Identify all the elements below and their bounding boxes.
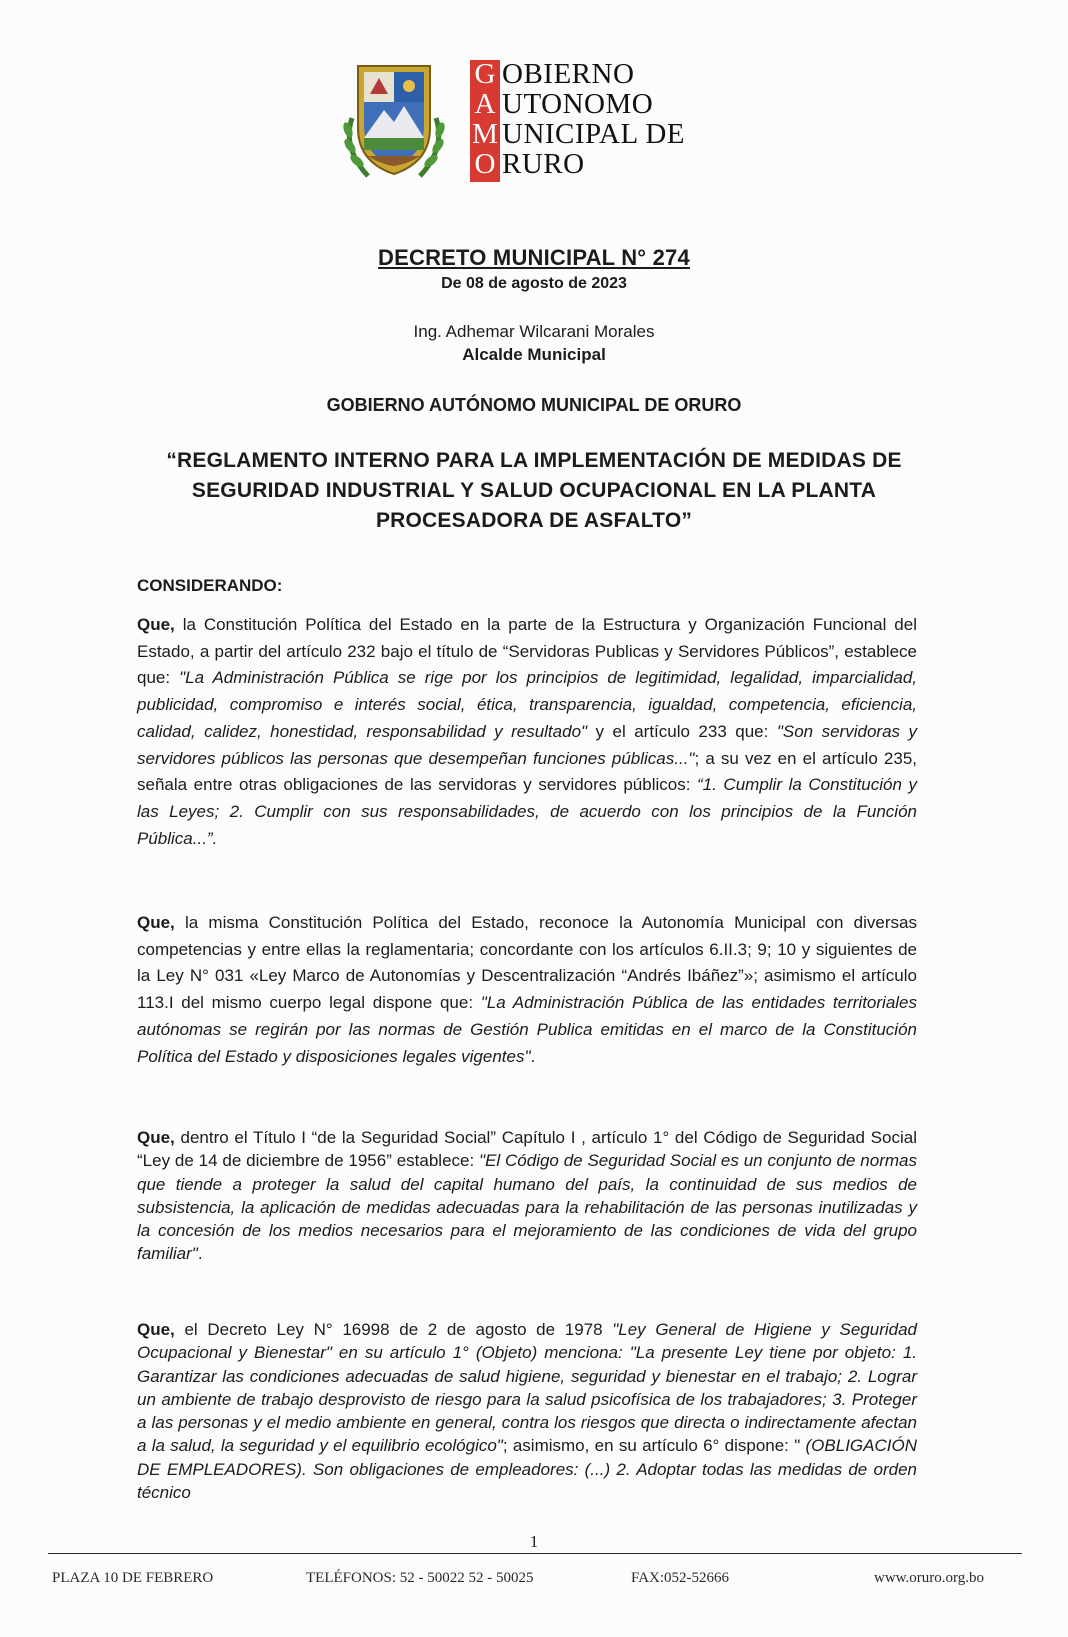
logo-line: UNICIPAL DE	[502, 118, 685, 150]
logo-letter: A	[474, 88, 496, 120]
logo-letter: G	[474, 58, 496, 90]
footer-address: PLAZA 10 DE FEBRERO	[52, 1570, 214, 1586]
signer-name: Ing. Adhemar Wilcarani Morales	[413, 322, 655, 341]
paragraph-text: ; a su vez en el artículo 235, señala entre otras obligaciones de las servidoras y servidores públicos:	[137, 748, 917, 795]
paragraph-text: dentro el Título I “de la Seguridad Social” Capítulo I , artículo 1° del Código de Seguridad Social “Ley de 14 de diciembre de 1956” establece:	[137, 1128, 917, 1171]
quoted-text: "Ley General de Higiene y Seguridad Ocupacional y Bienestar" en su artículo 1° (Objeto) menciona: "La presente Ley tiene por objeto: 1. Garantizar las condiciones adecuadas de salud higiene, seguridad y bienestar en el trabajo; 2. Lograr un ambiente de trabajo desprovisto de riesgo para la salud psicofísica de los trabajadores; 3. Proteger a las personas y el medio ambiente en general, contra los riesgos que directa o indirectamente afectan a la salud, la seguridad y el equilibrio ecológico"	[137, 1320, 918, 1456]
logo-line: OBIERNO	[502, 58, 635, 90]
coat-of-arms-icon	[338, 58, 450, 186]
footer-divider	[48, 1553, 1022, 1554]
section-heading: CONSIDERANDO:	[137, 576, 283, 595]
quoted-text: "La Administración Pública se rige por los principios de legitimidad, legalidad, imparcialidad, publicidad, compromiso e interés social, ética, transparencia, igualdad, competencia, eficiencia, calidad, calidez, honestidad, responsabilidad y resultado"	[137, 668, 918, 741]
footer-fax: FAX:052-52666	[631, 1570, 730, 1586]
paragraph-text: .	[530, 1046, 536, 1066]
logo-line: UTONOMO	[502, 88, 654, 120]
paragraph-lead: Que,	[137, 1128, 175, 1147]
municipal-logo	[338, 58, 738, 186]
logo-letter: O	[474, 148, 496, 180]
quoted-text: "La Administración Pública de las entidades territoriales autónomas se regirán por las normas de Gestión Publica emitidas en el marco de la Constitución Política del Estado y disposiciones legales vigentes"	[137, 993, 918, 1066]
decree-title: “REGLAMENTO INTERNO PARA LA IMPLEMENTACIÓN DE MEDIDAS DE SEGURIDAD INDUSTRIAL Y SALUD OCUPACIONAL EN LA PLANTA PROCESADORA DE ASFALTO”	[166, 449, 902, 532]
paragraph-text: ; asimismo, en su artículo 6° dispone: "	[502, 1436, 806, 1456]
quoted-text: “1. Cumplir la Constitución y las Leyes; 2. Cumplir con sus responsabilidades, de acuerdo con los principios de la Función Pública...”.	[137, 775, 918, 848]
paragraph-text: .	[197, 1244, 203, 1264]
footer-website[interactable]: www.oruro.org.bo	[874, 1570, 984, 1586]
considerando-paragraph	[137, 1318, 917, 1504]
government-name: GOBIERNO AUTÓNOMO MUNICIPAL DE ORURO	[326, 395, 742, 415]
considerando-paragraph	[137, 612, 917, 852]
quoted-text: "Son servidoras y servidores públicos las personas que desempeñan funciones públicas..."	[137, 721, 917, 768]
paragraph-text: la Constitución Política del Estado en la parte de la Estructura y Organización Funcional del Estado, a partir del artículo 232 bajo el título de “Servidoras Publicas y Servidores Públicos”, establece que:	[137, 615, 917, 688]
paragraph-text: el Decreto Ley N° 16998 de 2 de agosto de 1978	[174, 1320, 613, 1339]
paragraph-lead: Que,	[137, 615, 175, 634]
logo-line: RURO	[502, 148, 585, 180]
paragraph-lead: Que,	[137, 1320, 175, 1339]
footer-phones: TELÉFONOS: 52 - 50022 52 - 50025	[306, 1570, 534, 1586]
page-number: 1	[529, 1532, 539, 1551]
quoted-text: (OBLIGACIÓN DE EMPLEADORES). Son obligaciones de empleadores: (...) 2. Adoptar todas las medidas de orden técnico	[137, 1436, 917, 1503]
logo-wordmark	[502, 60, 685, 180]
considerando-paragraph	[137, 1126, 917, 1266]
signer-title: Alcalde Municipal	[462, 345, 606, 364]
decree-number: DECRETO MUNICIPAL N° 274	[378, 245, 690, 270]
decree-date: De 08 de agosto de 2023	[441, 275, 627, 292]
paragraph-lead: Que,	[137, 913, 175, 932]
considerando-paragraph	[137, 910, 917, 1070]
logo-acronym-column	[470, 60, 500, 182]
paragraph-text: la misma Constitución Política del Estado, reconoce la Autonomía Municipal con diversas competencias y entre ellas la reglamentaria; concordante con los artículos 6.II.3; 9; 10 y siguientes de la Ley N° 031 «Ley Marco de Autonomías y Descentralización “Andrés Ibáñez”»; asimismo el artículo 113.I del mismo cuerpo legal dispone que:	[137, 913, 917, 1013]
paragraph-text: y el artículo 233 que:	[587, 721, 777, 741]
quoted-text: "El Código de Seguridad Social es un conjunto de normas que tiende a proteger la salud del capital humano del país, la continuidad de sus medios de subsistencia, la aplicación de medidas adecuadas para la rehabilitación de las personas inutilizadas y la concesión de los medios necesarios para el mejoramiento de las condiciones de vida del grupo familiar"	[137, 1151, 917, 1264]
logo-letter: M	[472, 118, 498, 150]
